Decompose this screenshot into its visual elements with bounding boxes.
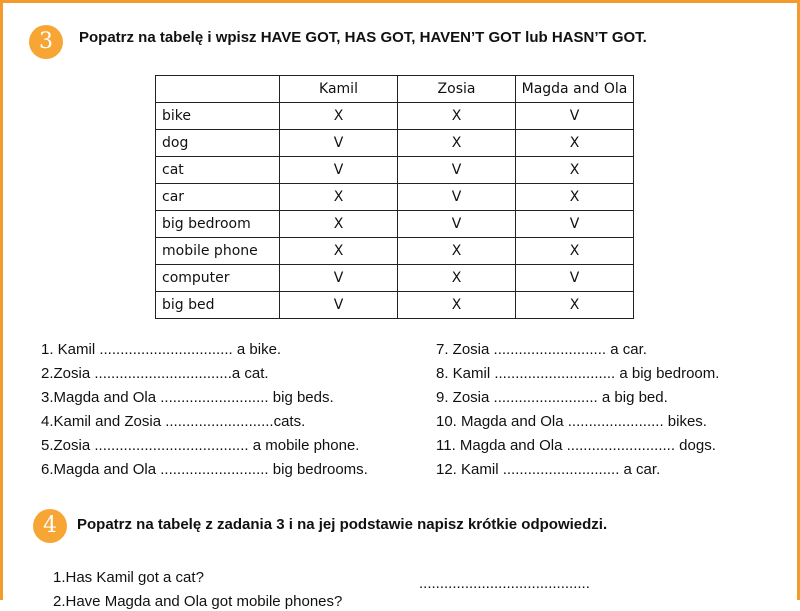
table-header-row bbox=[156, 76, 634, 103]
mark-cell: X bbox=[280, 184, 398, 211]
table-corner-cell bbox=[156, 76, 280, 103]
mark-cell: X bbox=[398, 292, 516, 319]
row-label: computer bbox=[156, 265, 280, 292]
mark-cell: V bbox=[280, 157, 398, 184]
sentence-9: 9. Zosia ......................... a big bed. bbox=[436, 389, 668, 406]
mark-cell: X bbox=[280, 238, 398, 265]
row-label: dog bbox=[156, 130, 280, 157]
sentence-6: 6.Magda and Ola .......................... big bedrooms. bbox=[41, 461, 368, 478]
mark-cell: X bbox=[398, 103, 516, 130]
row-label: car bbox=[156, 184, 280, 211]
row-label: cat bbox=[156, 157, 280, 184]
column-header: Zosia bbox=[398, 76, 516, 103]
mark-cell: X bbox=[516, 130, 634, 157]
mark-cell: V bbox=[398, 211, 516, 238]
mark-cell: X bbox=[516, 238, 634, 265]
row-label: mobile phone bbox=[156, 238, 280, 265]
row-label: big bed bbox=[156, 292, 280, 319]
mark-cell: V bbox=[516, 211, 634, 238]
table-row bbox=[156, 211, 634, 238]
sentence-3: 3.Magda and Ola .......................... big beds. bbox=[41, 389, 334, 406]
mark-cell: V bbox=[280, 130, 398, 157]
column-header: Magda and Ola bbox=[516, 76, 634, 103]
question-1: 1.Has Kamil got a cat? bbox=[53, 569, 204, 586]
answer-line-1: ......................................... bbox=[419, 575, 590, 592]
table-row bbox=[156, 130, 634, 157]
sentence-12: 12. Kamil ............................ a car. bbox=[436, 461, 661, 478]
mark-cell: V bbox=[280, 292, 398, 319]
exercise-3-number-badge: 3 bbox=[29, 25, 63, 59]
sentence-5: 5.Zosia ..................................... a mobile phone. bbox=[41, 437, 360, 454]
mark-cell: V bbox=[398, 184, 516, 211]
table-row bbox=[156, 265, 634, 292]
table-row bbox=[156, 238, 634, 265]
sentence-8: 8. Kamil ............................. a big bedroom. bbox=[436, 365, 720, 382]
mark-cell: X bbox=[398, 238, 516, 265]
sentence-11: 11. Magda and Ola .......................... dogs. bbox=[436, 437, 716, 454]
mark-cell: X bbox=[516, 157, 634, 184]
exercise-3-instruction: Popatrz na tabelę i wpisz HAVE GOT, HAS GOT, HAVEN’T GOT lub HASN’T GOT. bbox=[79, 29, 647, 46]
sentence-10: 10. Magda and Ola ....................... bikes. bbox=[436, 413, 707, 430]
mark-cell: V bbox=[516, 103, 634, 130]
sentence-4: 4.Kamil and Zosia ..........................cats. bbox=[41, 413, 306, 430]
table-row bbox=[156, 157, 634, 184]
have-got-table bbox=[155, 75, 634, 319]
mark-cell: X bbox=[398, 265, 516, 292]
mark-cell: V bbox=[516, 265, 634, 292]
sentence-7: 7. Zosia ........................... a car. bbox=[436, 341, 647, 358]
mark-cell: V bbox=[398, 157, 516, 184]
mark-cell: X bbox=[280, 211, 398, 238]
row-label: big bedroom bbox=[156, 211, 280, 238]
table-row bbox=[156, 184, 634, 211]
mark-cell: V bbox=[280, 265, 398, 292]
question-2: 2.Have Magda and Ola got mobile phones? bbox=[53, 593, 343, 610]
exercise-4-instruction: Popatrz na tabelę z zadania 3 i na jej podstawie napisz krótkie odpowiedzi. bbox=[77, 516, 608, 533]
exercise-4-number-badge: 4 bbox=[33, 509, 67, 543]
sentence-1: 1. Kamil ................................ a bike. bbox=[41, 341, 282, 358]
sentence-2: 2.Zosia .................................a cat. bbox=[41, 365, 269, 382]
mark-cell: X bbox=[516, 292, 634, 319]
row-label: bike bbox=[156, 103, 280, 130]
mark-cell: X bbox=[398, 130, 516, 157]
mark-cell: X bbox=[280, 103, 398, 130]
table-row bbox=[156, 103, 634, 130]
table-row bbox=[156, 292, 634, 319]
column-header: Kamil bbox=[280, 76, 398, 103]
mark-cell: X bbox=[516, 184, 634, 211]
